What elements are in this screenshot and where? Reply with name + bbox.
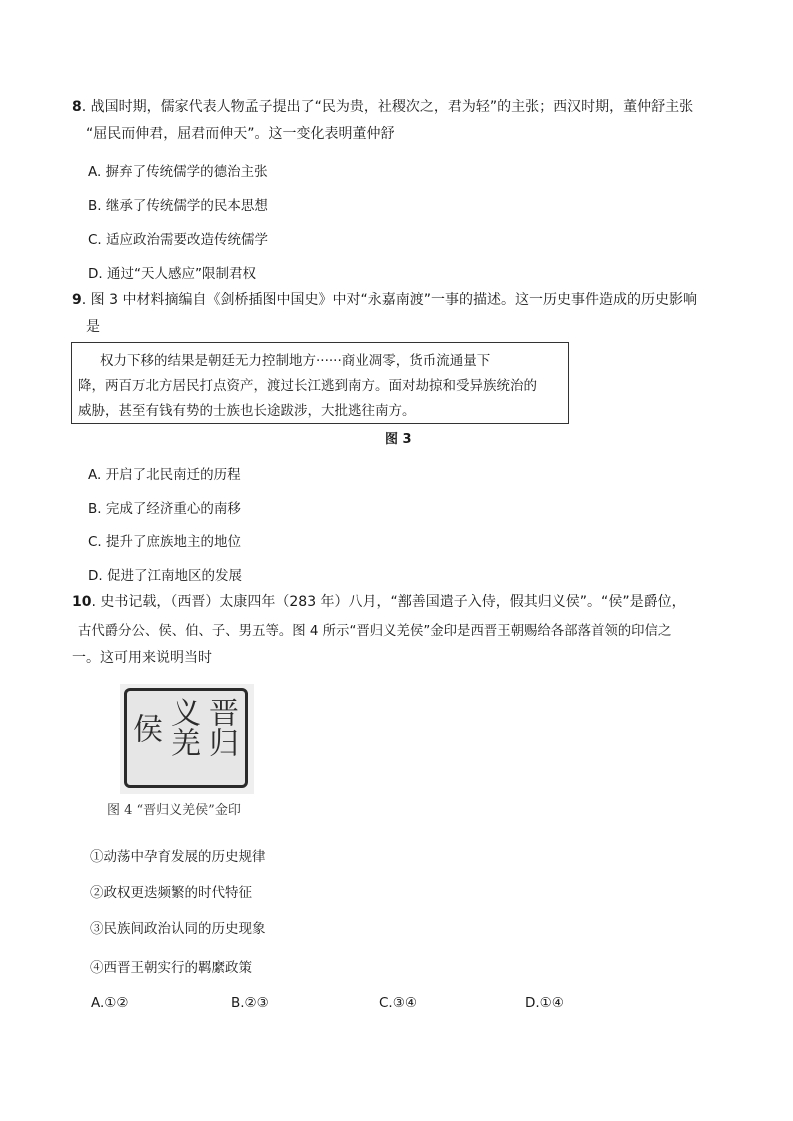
q8-option-d[interactable]: D. 通过“天人感应”限制君权 xyxy=(88,266,256,282)
q9-stem-line1 xyxy=(72,289,697,309)
q9-material-line3: 威胁，甚至有钱有势的士族也长途跋涉，大批逃往南方。 xyxy=(78,403,416,419)
seal-column-middle: 义羌 xyxy=(165,697,200,757)
q8-stem-text: . 战国时期，儒家代表人物孟子提出了“民为贵，社稷次之，君为轻”的主张；西汉时期，董仲舒主张 xyxy=(81,99,694,115)
q8-option-c[interactable]: C. 适应政治需要改造传统儒学 xyxy=(88,232,269,248)
q9-option-d[interactable]: D. 促进了江南地区的发展 xyxy=(88,568,242,584)
q10-statement-3: ③民族间政治认同的历史现象 xyxy=(90,921,266,937)
q9-figure-label: 图 3 xyxy=(385,432,412,447)
q10-stem-line2: 古代爵分公、侯、伯、子、男五等。图 4 所示“晋归义羌侯”金印是西晋王朝赐给各部落首领的印信之 xyxy=(78,624,672,639)
q10-number: 10 xyxy=(72,594,92,610)
q9-option-a[interactable]: A. 开启了北民南迁的历程 xyxy=(88,467,241,483)
q8-number: 8 xyxy=(72,99,82,115)
q8-stem-line2: “屈民而伸君，屈君而伸天”。这一变化表明董仲舒 xyxy=(86,126,395,142)
q9-option-b[interactable]: B. 完成了经济重心的南移 xyxy=(88,501,241,517)
q10-statement-4: ④西晋王朝实行的羁縻政策 xyxy=(90,960,252,976)
q8-option-b[interactable]: B. 继承了传统儒学的民本思想 xyxy=(88,198,268,214)
q9-material-line2: 降，两百万北方居民打点资产，渡过长江逃到南方。面对劫掠和受异族统治的 xyxy=(78,378,537,394)
q10-stem-line3: 一。这可用来说明当时 xyxy=(72,650,212,666)
q9-option-c[interactable]: C. 提升了庶族地主的地位 xyxy=(88,534,242,550)
q9-number: 9 xyxy=(72,292,82,308)
q9-stem-line2: 是 xyxy=(86,319,100,335)
q10-stem-line1 xyxy=(72,591,686,611)
q9-material-box xyxy=(71,342,569,424)
q8-option-a[interactable]: A. 摒弃了传统儒学的德治主张 xyxy=(88,164,268,180)
q9-stem-text: . 图 3 中材料摘编自《剑桥插图中国史》中对“永嘉南渡”一事的描述。这一历史事件造成的历史影响 xyxy=(81,292,697,308)
q10-statement-2: ②政权更迭频繁的时代特征 xyxy=(90,885,252,901)
seal-column-right: 晋归 xyxy=(203,697,238,757)
seal-column-left: 侯 xyxy=(127,713,162,743)
q10-choice-c[interactable]: C.③④ xyxy=(379,995,417,1011)
seal-frame xyxy=(124,688,248,788)
q8-stem-line1 xyxy=(72,96,693,116)
q10-choice-a[interactable]: A.①② xyxy=(91,995,129,1011)
q10-statement-1: ①动荡中孕育发展的历史规律 xyxy=(90,849,266,865)
q10-choice-b[interactable]: B.②③ xyxy=(231,995,269,1011)
q9-material-line1: 权力下移的结果是朝廷无力控制地方······商业凋零，货币流通量下 xyxy=(100,353,491,369)
q10-choice-d[interactable]: D.①④ xyxy=(525,995,564,1011)
seal-image xyxy=(120,684,254,794)
q10-stem-text: . 史书记载，（西晋）太康四年（283 年）八月，“鄯善国遣子入侍，假其归义侯”。“侯”是爵位， xyxy=(91,594,686,610)
q10-figure-caption: 图 4 “晋归义羌侯”金印 xyxy=(107,803,241,818)
